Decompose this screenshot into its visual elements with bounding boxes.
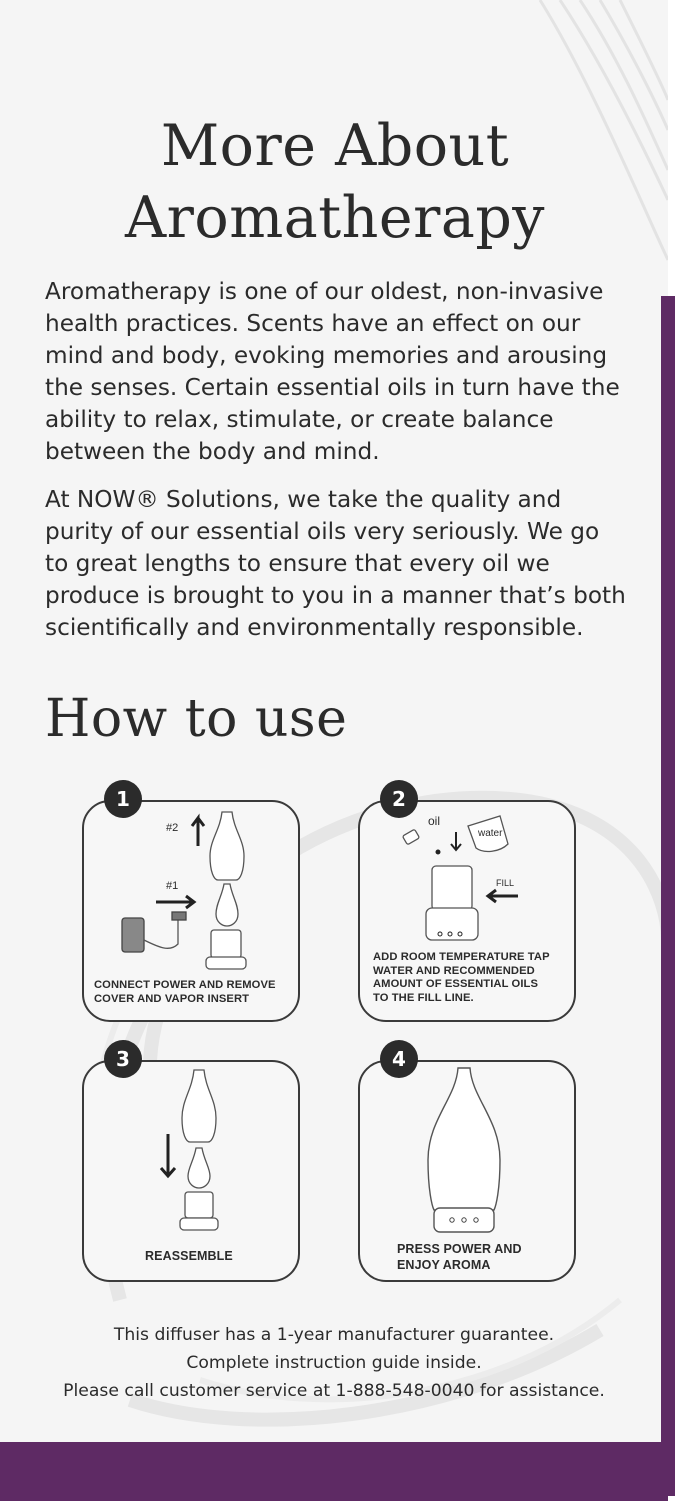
step-1-number: 1 [104, 780, 142, 818]
caption-line: ENJOY AROMA [397, 1258, 491, 1272]
vapor-insert-icon [216, 884, 238, 926]
paragraph-line: to great lengths to ensure that every oil we [45, 550, 550, 577]
caption-line: WATER AND RECOMMENDED [373, 964, 535, 977]
step-4-number: 4 [380, 1040, 418, 1078]
diffuser-cover-icon [210, 812, 244, 880]
step-2-oil-label: oil [428, 814, 441, 828]
reservoir-icon [211, 930, 241, 958]
paragraph-line: health practices. Scents have an effect on our [45, 310, 581, 337]
step-1-caption [94, 979, 276, 1006]
caption-line: CONNECT POWER AND REMOVE [94, 979, 276, 991]
arrow-down-icon [451, 832, 461, 850]
step-1-label-1: #1 [166, 880, 179, 892]
caption-line: TO THE FILL LINE. [373, 991, 474, 1004]
caption-line: ADD ROOM TEMPERATURE TAP [373, 951, 550, 963]
reservoir-icon [185, 1192, 213, 1218]
vapor-insert-icon [188, 1148, 210, 1188]
paragraph-line: between the body and mind. [45, 438, 380, 465]
title-line-1: More About [160, 113, 510, 179]
oil-bottle-icon [402, 829, 419, 845]
arrow-down-icon [161, 1134, 175, 1176]
step-2-fill-label: FILL [496, 878, 515, 888]
arrow-right-icon [156, 896, 194, 908]
reservoir-icon [432, 866, 472, 910]
paragraph-line: purity of our essential oils very seriously. We go [45, 518, 600, 545]
assembled-diffuser-icon [428, 1068, 500, 1210]
paragraph-line: mind and body, evoking memories and arousing [45, 342, 608, 369]
paragraph-line: Aromatherapy is one of our oldest, non-invasive [45, 278, 604, 305]
caption-line: PRESS POWER AND [397, 1242, 522, 1256]
step-2-water-label: water [478, 828, 503, 839]
paragraph-line: the senses. Certain essential oils in turn have the [45, 374, 620, 401]
step-3-caption [145, 1250, 233, 1264]
step-3-number: 3 [104, 1040, 142, 1078]
paragraph-line: scientifically and environmentally responsible. [45, 614, 584, 641]
customer-service-text: Please call customer service at 1-888-548-0040 for assistance. [63, 1381, 605, 1401]
arrow-up-icon [192, 818, 204, 846]
step-2-caption [373, 951, 550, 1005]
paragraph-line: ability to relax, stimulate, or create balance [45, 406, 554, 433]
paragraph-line: At NOW® Solutions, we take the quality and [45, 486, 562, 513]
guide-text: Complete instruction guide inside. [186, 1353, 482, 1373]
diffuser-base-icon [206, 957, 246, 969]
diffuser-base-icon [434, 1208, 494, 1232]
guarantee-text: This diffuser has a 1-year manufacturer guarantee. [113, 1325, 555, 1345]
caption-line: COVER AND VAPOR INSERT [94, 992, 250, 1005]
caption-line: REASSEMBLE [145, 1249, 233, 1263]
step-4-caption [397, 1241, 522, 1273]
caption-line: AMOUNT OF ESSENTIAL OILS [373, 978, 539, 990]
step-2-number: 2 [380, 780, 418, 818]
paragraph-line: produce is brought to you in a manner that’s both [45, 582, 626, 609]
diffuser-cover-icon [182, 1070, 216, 1142]
title-line-2: Aromatherapy [124, 185, 546, 251]
arrow-left-icon [488, 890, 518, 902]
footer-note [0, 1321, 668, 1405]
diffuser-base-icon [180, 1218, 218, 1230]
power-adapter-icon [122, 918, 144, 952]
how-to-use-heading: How to use [45, 689, 348, 749]
step-1-label-2: #2 [166, 822, 179, 834]
